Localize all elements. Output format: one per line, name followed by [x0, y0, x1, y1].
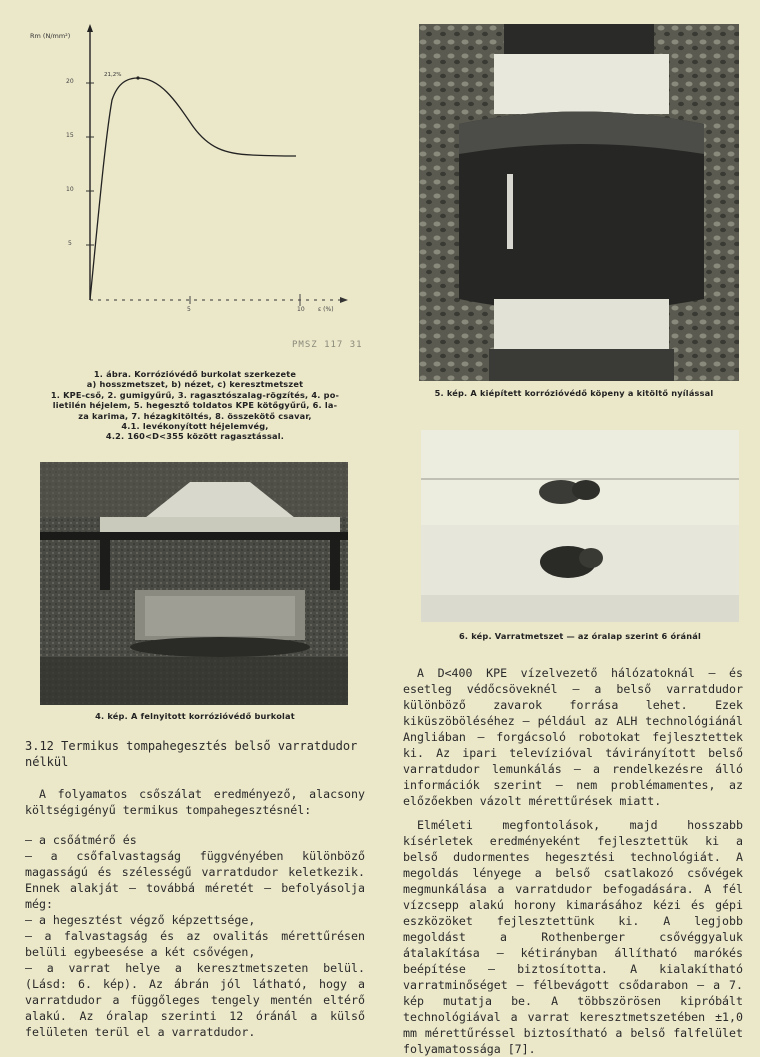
caption-line: za karima, 7. hézagkitöltés, 8. összekötő csavar, — [78, 410, 312, 421]
left-column-text — [25, 786, 365, 1040]
photo4-image — [40, 462, 348, 705]
intro-paragraph: A folyamatos csőszálat eredményező, alacsony költségigényű termikus tompahegesztésnél: — [25, 787, 365, 817]
x-axis-label: ε (%) — [318, 306, 334, 313]
right-paragraph-1: A D<400 KPE vízelvezető hálózatoknál — és esetleg védőcsöveknél — a belső varratdudor különböző zavarok forrása lehet. Ezek kiküszöböléséhez — például az ALH technológiánál Angliában — forgácsoló robotokat fejlesztettek ki. Az ipari televízióval távirányított belső varratdudor lemunkálás — a rendelkezésre álló információk szerint — nem problémamentes, az előzőekben vázolt mérettűrések miatt. — [403, 666, 743, 808]
y-tick-label-5: 5 — [68, 240, 72, 247]
y-tick-label-10: 10 — [66, 186, 74, 193]
list-item: — a varrat helye a keresztmetszeten belül. (Lásd: 6. kép). Az ábrán jól látható, hogy a varratdudor a függőleges tengely mentén eltérő alakú. Az óralap szerinti 12 óránál a külső felületen terül el a varratdudor. — [25, 961, 365, 1039]
peak-label: 21,2% — [104, 72, 122, 78]
list-item: — a csőátmérő és — [25, 833, 137, 847]
caption-line: 4.2. 160<D<355 között ragasztással. — [105, 431, 285, 442]
photo6-image — [421, 430, 739, 622]
photo4-caption: 4. kép. A felnyitott korrózióvédő burkolat — [95, 711, 295, 721]
right-column-text — [403, 665, 743, 1057]
y-axis-label: Rm (N/mm²) — [30, 32, 71, 40]
caption-line: 1. ábra. Korrózióvédő burkolat szerkezete — [93, 369, 297, 379]
caption-line: 1. KPE-cső, 2. gumigyűrű, 3. ragasztószalag-rögzítés, 4. po- — [50, 389, 340, 400]
x-axis-arrow — [340, 297, 348, 303]
figure1-caption — [20, 369, 370, 442]
photo5-image — [419, 24, 739, 381]
caption-line: a) hosszmetszet, b) nézet, c) keresztmetszet — [86, 379, 304, 390]
caption-line: 4.1. levékonyított héjelemvég, — [121, 421, 269, 432]
y-tick-label-15: 15 — [66, 132, 74, 139]
x-tick-label-5: 5 — [187, 306, 191, 313]
section-heading: 3.12 Termikus tompahegesztés belső varratdudor nélkül — [25, 739, 358, 769]
list-item: — a csőfalvastagság függvényében különböző magasságú és szélességű varratdudor keletkezik. Ennek alakját — továbbá méretét — befolyásolja még: — [25, 849, 365, 911]
list-item: — a falvastagság és az ovalitás mérettűrésen belüli egybeesése a két csővégen, — [25, 929, 365, 959]
photo5-caption: 5. kép. A kiépített korrózióvédő köpeny a kitöltő nyílással — [434, 388, 714, 398]
y-axis-arrow — [87, 24, 93, 32]
peak-marker — [136, 76, 139, 79]
list-item: — a hegesztést végző képzettsége, — [25, 913, 256, 927]
stress-strain-curve — [90, 78, 296, 300]
caption-line: lietilén héjelem, 5. hegesztő toldatos KPE kötőgyűrű, 6. la- — [52, 400, 338, 411]
x-tick-label-10: 10 — [297, 306, 305, 313]
y-tick-label-20: 20 — [66, 78, 74, 85]
photo6-caption: 6. kép. Varratmetszet — az óralap szerint 6 óránál — [458, 631, 702, 641]
right-paragraph-2: Elméleti megfontolások, majd hosszabb kísérletek eredményeként fejlesztettük ki a belső dudormentes hegesztési technológiát. A megoldás lényege a belső csatlakozó csővégek megmunkálása a varratdudor befogadására. A fél vízcsepp alakú horony kimarásához kézi és gépi eszközöket fejlesztettünk ki. A legjobb megoldást a Rothenberger csővéggyaluk átalakítása — kétirányban állítható marókés beépítése — biztosította. A kialakítható varratminőséget — félbevágott csődarabon — a 7. kép mutatja be. A többszörösen kipróbált technológiával a varrat keresztmetszetében ±1,0 mm mérettűréssel biztosítható a belső falfelület folyamatossága [7]. — [403, 818, 743, 1056]
figure-stamp: PMSZ 117 31 — [292, 340, 363, 350]
